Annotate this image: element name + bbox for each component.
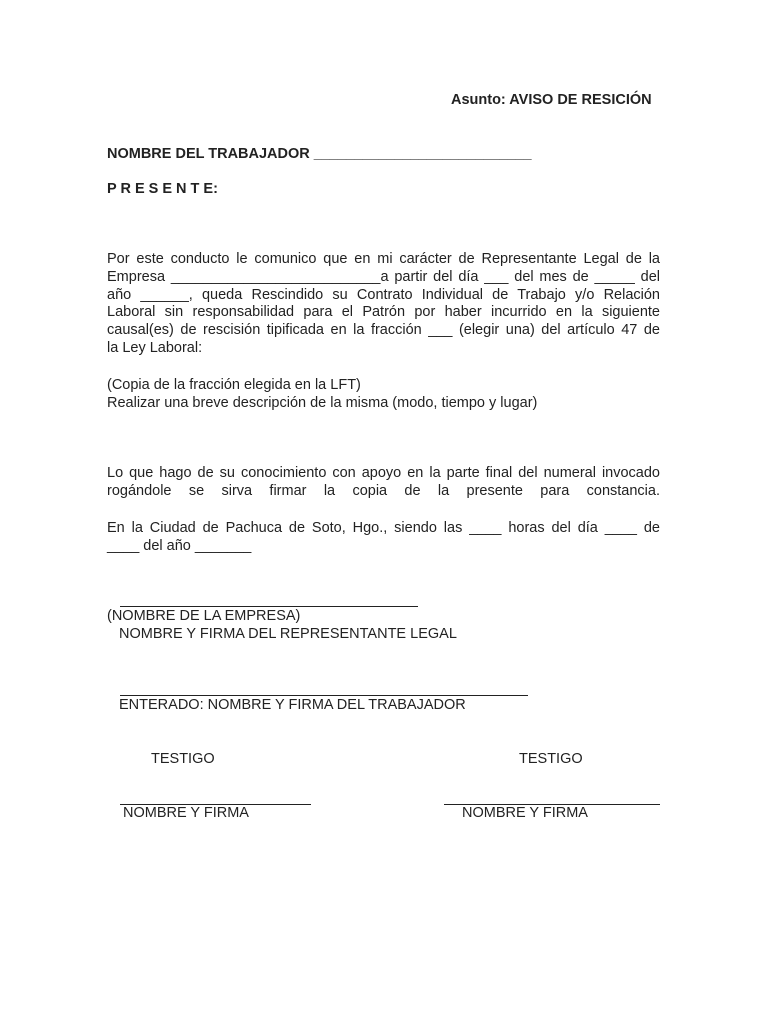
body-line: Por este conducto le comunico que en mi carácter de Representante Legal de la xyxy=(107,251,660,267)
worker-signature-line xyxy=(120,695,528,696)
witness-signature-label: NOMBRE Y FIRMA xyxy=(462,805,588,821)
body-line: Laboral sin responsabilidad para el Patrón por haber incurrido en la siguiente xyxy=(107,304,660,320)
representative-signature-label: NOMBRE Y FIRMA DEL REPRESENTANTE LEGAL xyxy=(119,626,457,642)
closing-line: Lo que hago de su conocimiento con apoyo en la parte final del numeral invocado xyxy=(107,465,660,481)
worker-name-label: NOMBRE DEL TRABAJADOR xyxy=(107,146,310,162)
company-signature-line xyxy=(120,606,418,607)
subject-line: Asunto: AVISO DE RESICIÓN xyxy=(451,92,652,108)
body-line: causal(es) de rescisión tipificada en la fracción ___ (elegir una) del artículo 47 de xyxy=(107,322,660,338)
body-line: año ______, queda Rescindido su Contrato Individual de Trabajo y/o Relación xyxy=(107,287,660,303)
closing-line: rogándole se sirva firmar la copia de la presente para constancia. xyxy=(107,483,660,499)
body-line: Empresa __________________________a partir del día ___ del mes de _____ del xyxy=(107,269,660,285)
presente-heading: P R E S E N T E: xyxy=(107,181,218,197)
place-date-line: ____ del año _______ xyxy=(107,538,252,554)
body-line: la Ley Laboral: xyxy=(107,340,203,356)
worker-name-blank: ___________________________ xyxy=(313,146,532,162)
place-date-line: En la Ciudad de Pachuca de Soto, Hgo., siendo las ____ horas del día ____ de xyxy=(107,520,660,536)
witness-title: TESTIGO xyxy=(519,751,583,767)
witness-title: TESTIGO xyxy=(151,751,215,767)
instruction-line: (Copia de la fracción elegida en la LFT) xyxy=(107,377,361,393)
instruction-line: Realizar una breve descripción de la misma (modo, tiempo y lugar) xyxy=(107,395,538,411)
worker-name-line xyxy=(107,146,532,164)
witness-signature-label: NOMBRE Y FIRMA xyxy=(123,805,249,821)
worker-signature-label: ENTERADO: NOMBRE Y FIRMA DEL TRABAJADOR xyxy=(119,697,466,713)
company-name-label: (NOMBRE DE LA EMPRESA) xyxy=(107,608,301,624)
